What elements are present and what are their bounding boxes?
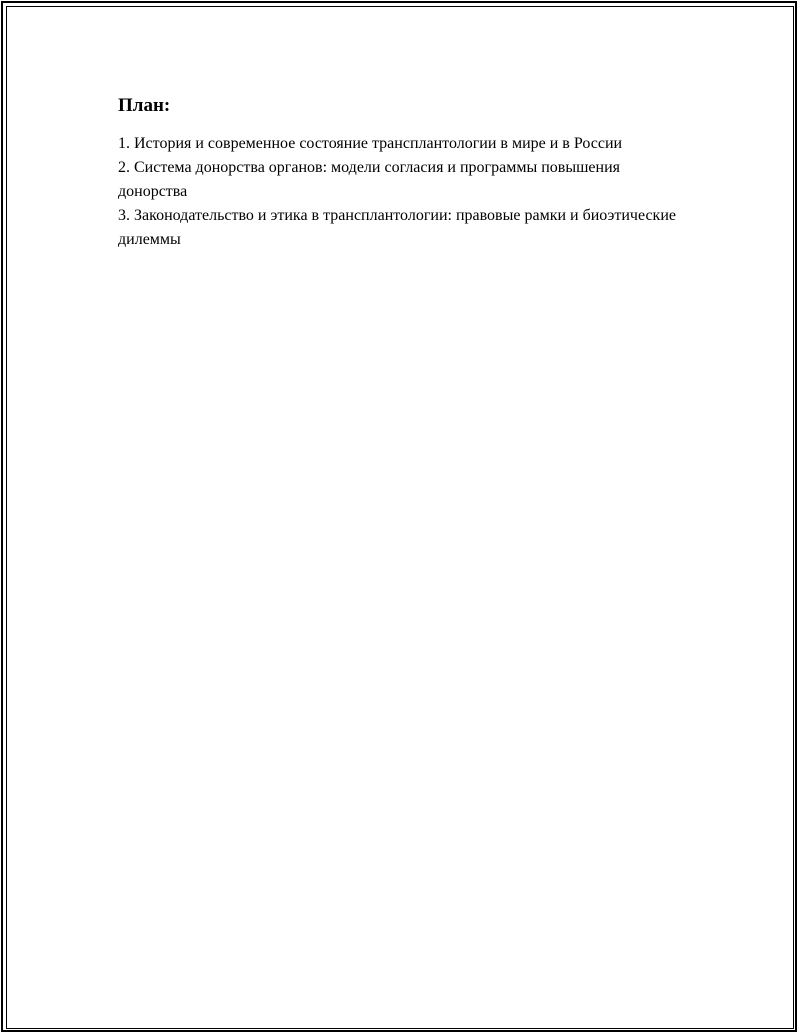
document-content bbox=[118, 94, 678, 252]
plan-item-1: 1. История и современное состояние трансплантологии в мире и в России bbox=[118, 135, 623, 152]
plan-item-2: 2. Система донорства органов: модели согласия и программы повышения донорства bbox=[118, 159, 620, 200]
plan-title: План: bbox=[118, 95, 171, 116]
plan-item-3: 3. Законодательство и этика в трансплантологии: правовые рамки и биоэтические дилеммы bbox=[118, 207, 676, 248]
plan-list bbox=[118, 132, 678, 252]
